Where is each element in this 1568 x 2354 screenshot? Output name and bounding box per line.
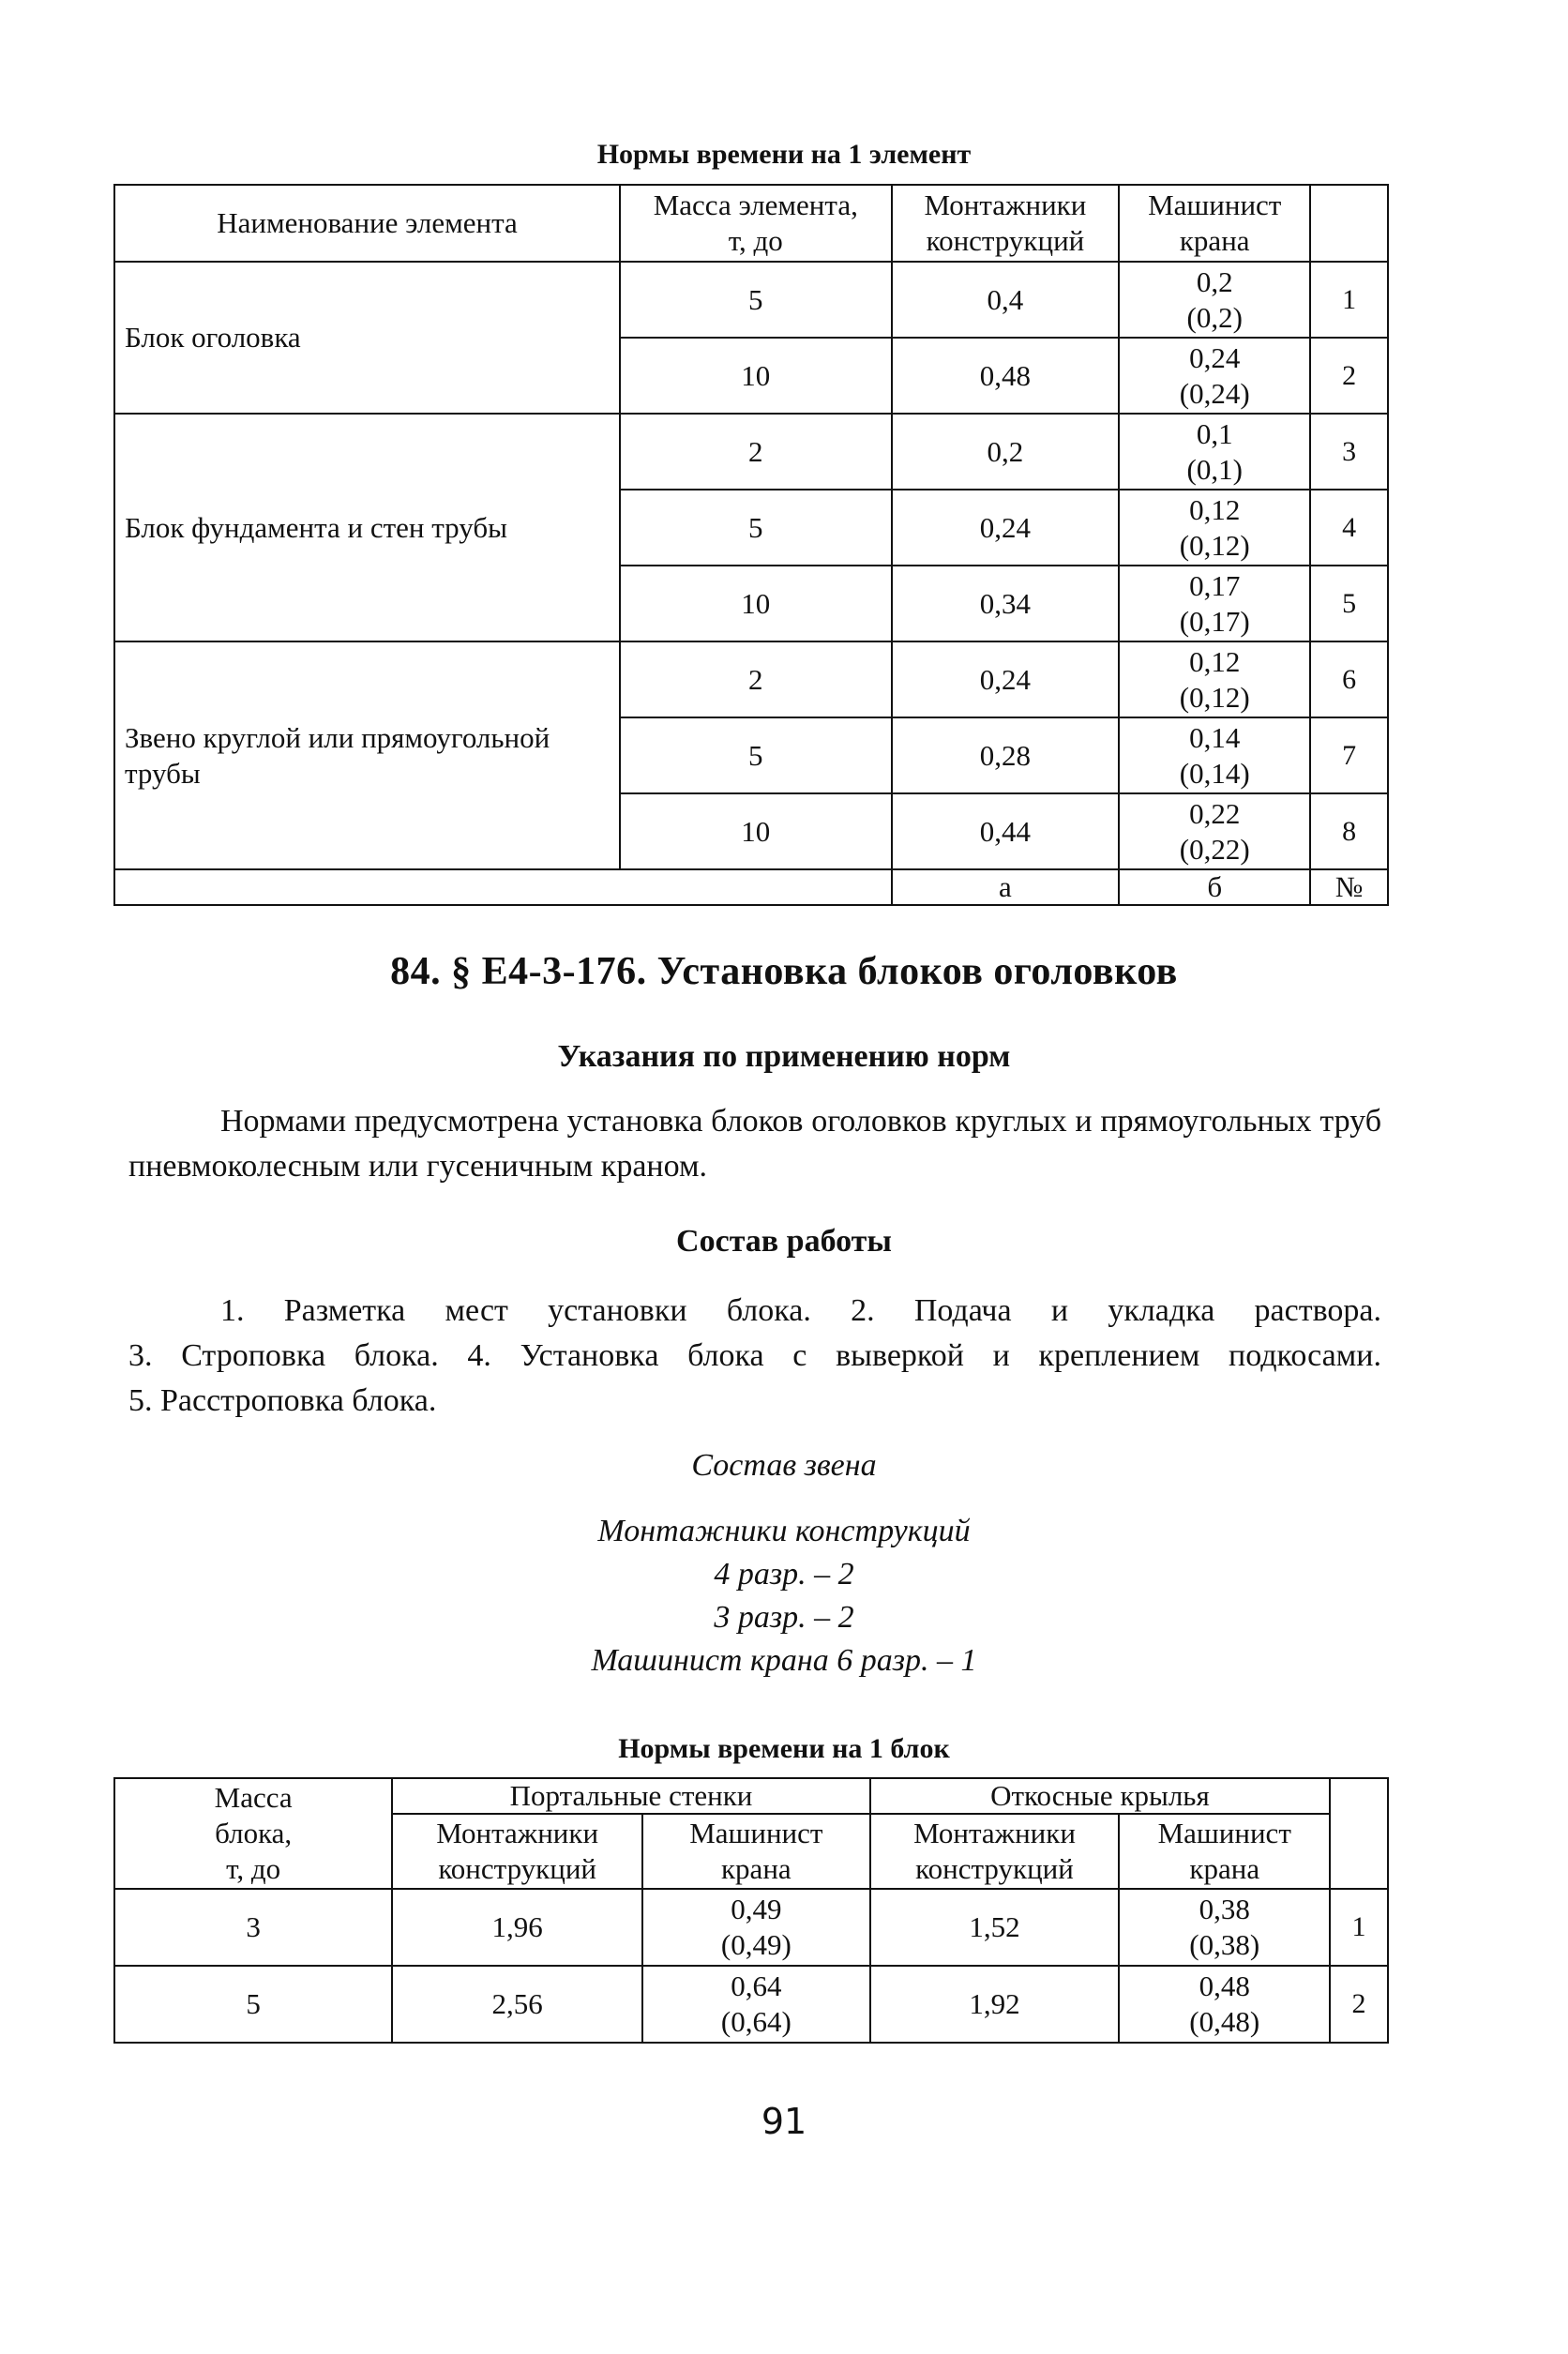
page-number: 91	[761, 2101, 807, 2142]
installers-cell: 0,44	[892, 793, 1120, 869]
row-number: 6	[1310, 641, 1388, 717]
table-row	[114, 262, 1388, 338]
element-name-cell: Блок оголовка	[114, 262, 620, 414]
header-crane-operator: Машинист крана	[1119, 185, 1310, 262]
crane-cell: 0,2 (0,2)	[1119, 262, 1310, 338]
table-row	[114, 414, 1388, 490]
installers-cell: 0,48	[892, 338, 1120, 414]
crane-cell: 0,12 (0,12)	[1119, 641, 1310, 717]
installers-cell: 1,52	[870, 1889, 1120, 1966]
element-name-cell: Звено круглой или прямоугольной трубы	[114, 641, 620, 869]
guidance-paragraph: Нормами предусмотрена установка блоков оголовков круглых и прямоугольных труб пневмоколесным или гусеничным краном.	[128, 1104, 1381, 1184]
crew-line: Монтажники конструкций	[597, 1514, 971, 1548]
footer-col-b: б	[1119, 869, 1310, 905]
mass-cell: 5	[620, 717, 892, 793]
header-mass: Масса элемента, т, до	[620, 185, 892, 262]
table-row	[114, 1966, 1388, 2043]
header-blank	[1330, 1778, 1388, 1889]
crane-cell: 0,24 (0,24)	[1119, 338, 1310, 414]
mass-cell: 2	[620, 641, 892, 717]
crane-cell: 0,17 (0,17)	[1119, 566, 1310, 641]
mass-cell: 10	[620, 566, 892, 641]
row-number: 5	[1310, 566, 1388, 641]
row-number: 2	[1310, 338, 1388, 414]
header-installers: Монтажники конструкций	[392, 1814, 642, 1889]
table1-header-row	[114, 185, 1388, 262]
installers-cell: 0,4	[892, 262, 1120, 338]
mass-cell: 5	[620, 262, 892, 338]
mass-cell: 10	[620, 338, 892, 414]
row-number: 7	[1310, 717, 1388, 793]
header-crane-operator: Машинист крана	[1119, 1814, 1330, 1889]
guidance-heading: Указания по применению норм	[557, 1039, 1011, 1074]
row-number: 1	[1310, 262, 1388, 338]
table-row	[114, 641, 1388, 717]
header-blank	[1310, 185, 1388, 262]
installers-cell: 0,24	[892, 490, 1120, 566]
footer-blank	[114, 869, 892, 905]
row-number: 1	[1330, 1889, 1388, 1966]
installers-cell: 0,28	[892, 717, 1120, 793]
row-number: 4	[1310, 490, 1388, 566]
crane-cell: 0,12 (0,12)	[1119, 490, 1310, 566]
crew-list	[0, 1510, 1568, 1683]
table-row	[114, 1889, 1388, 1966]
norms-table-blocks	[113, 1777, 1389, 2044]
mass-cell: 10	[620, 793, 892, 869]
table2-caption: Нормы времени на 1 блок	[618, 1733, 950, 1764]
installers-cell: 0,2	[892, 414, 1120, 490]
norms-table-elements	[113, 184, 1389, 906]
header-slope-wings: Откосные крылья	[870, 1778, 1330, 1814]
mass-cell: 5	[620, 490, 892, 566]
row-number: 8	[1310, 793, 1388, 869]
crew-heading: Состав звена	[691, 1448, 877, 1483]
installers-cell: 1,92	[870, 1966, 1120, 2043]
header-block-mass: Масса блока, т, до	[114, 1778, 392, 1889]
work-paragraph: 1. Разметка мест установки блока. 2. Подача и укладка раствора. 3. Строповка блока. 4. Установка блока с выверкой и креплением подкосами. 5. Расстроповка блока.	[128, 1293, 1381, 1418]
crane-cell: 0,22 (0,22)	[1119, 793, 1310, 869]
table2-header-row	[114, 1778, 1388, 1814]
installers-cell: 0,24	[892, 641, 1120, 717]
footer-col-no: №	[1310, 869, 1388, 905]
installers-cell: 1,96	[392, 1889, 642, 1966]
crane-cell: 0,49 (0,49)	[642, 1889, 870, 1966]
installers-cell: 0,34	[892, 566, 1120, 641]
crane-cell: 0,48 (0,48)	[1119, 1966, 1330, 2043]
section-title: 84. § Е4-3-176. Установка блоков оголовков	[390, 950, 1178, 993]
table1-caption: Нормы времени на 1 элемент	[596, 139, 972, 170]
crew-line: 4 разр. – 2	[714, 1557, 854, 1592]
crane-cell: 0,14 (0,14)	[1119, 717, 1310, 793]
row-number: 3	[1310, 414, 1388, 490]
header-crane-operator: Машинист крана	[642, 1814, 870, 1889]
crew-line: Машинист крана 6 разр. – 1	[591, 1643, 977, 1678]
mass-cell: 3	[114, 1889, 392, 1966]
header-portal-walls: Портальные стенки	[392, 1778, 869, 1814]
crane-cell: 0,38 (0,38)	[1119, 1889, 1330, 1966]
header-installers: Монтажники конструкций	[870, 1814, 1120, 1889]
footer-col-a: а	[892, 869, 1120, 905]
row-number: 2	[1330, 1966, 1388, 2043]
mass-cell: 5	[114, 1966, 392, 2043]
header-element-name: Наименование элемента	[114, 185, 620, 262]
element-name-cell: Блок фундамента и стен трубы	[114, 414, 620, 641]
header-installers: Монтажники конструкций	[892, 185, 1120, 262]
crane-cell: 0,1 (0,1)	[1119, 414, 1310, 490]
work-heading: Состав работы	[676, 1224, 892, 1259]
installers-cell: 2,56	[392, 1966, 642, 2043]
table1-footer-row	[114, 869, 1388, 905]
crew-line: 3 разр. – 2	[714, 1600, 854, 1635]
mass-cell: 2	[620, 414, 892, 490]
crane-cell: 0,64 (0,64)	[642, 1966, 870, 2043]
